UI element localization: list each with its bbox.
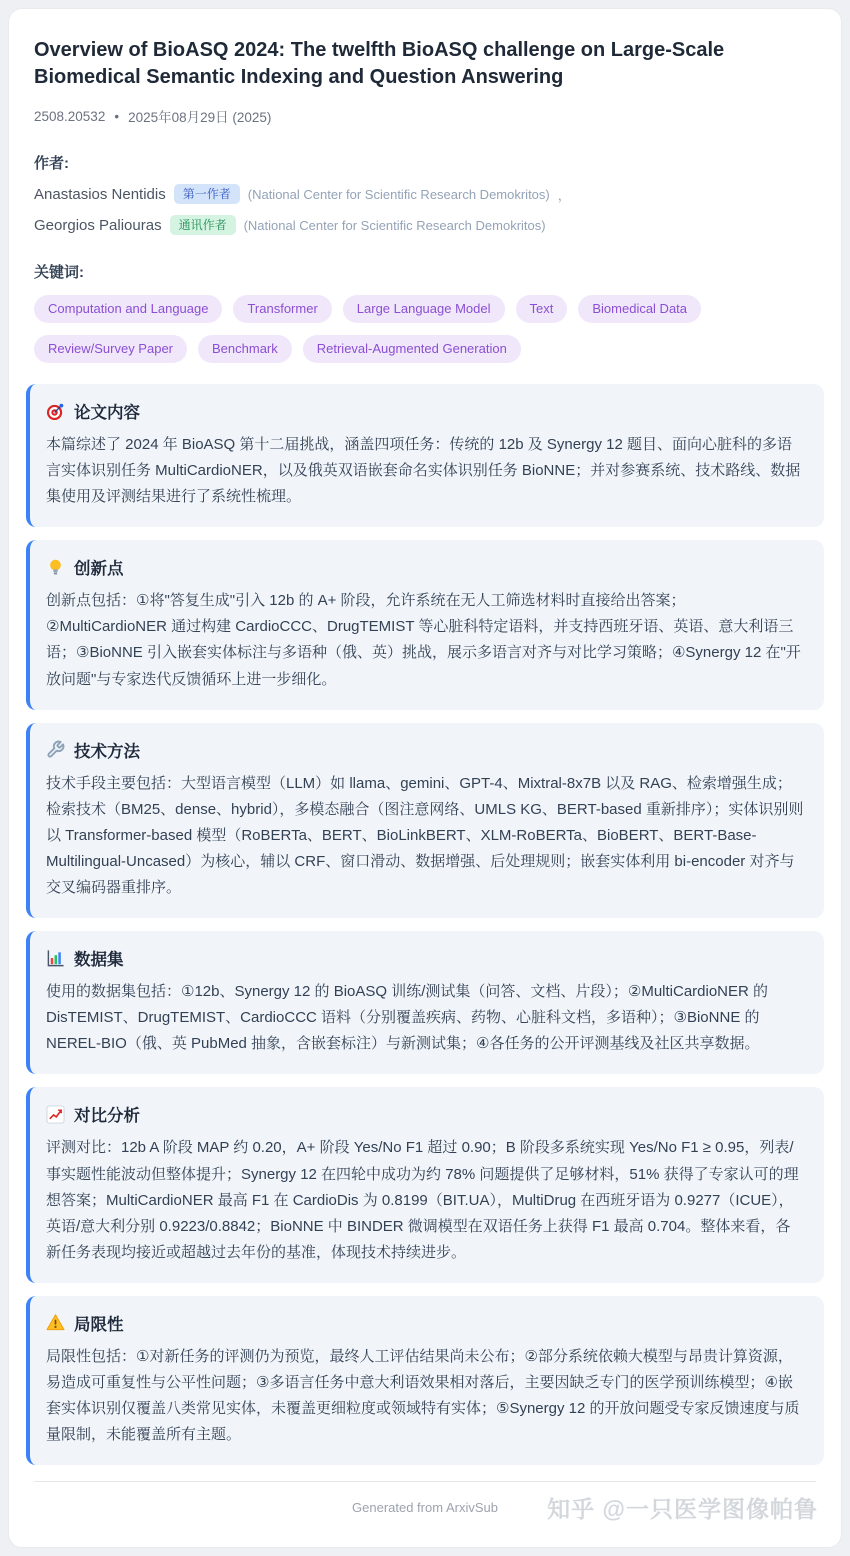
section-title: 对比分析 — [74, 1107, 140, 1126]
author-name: Anastasios Nentidis — [34, 185, 166, 203]
section-header — [46, 555, 804, 579]
publish-date: 2025年08月29日 (2025) — [128, 110, 272, 125]
keyword-tag: Text — [516, 295, 568, 323]
section-text: 本篇综述了 2024 年 BioASQ 第十二届挑战，涵盖四项任务：传统的 12b 及 Synergy 12 题目、面向心脏科的多语言实体识别任务 MultiCardioNER，以及俄英双语嵌套命名实体识别任务 BioNNE；并对参赛系统、技术路线、数据集使用及评测结果进行了系统性梳理。 — [46, 436, 801, 506]
section-innovations — [26, 540, 824, 709]
bar-chart-icon — [46, 949, 65, 968]
keyword-tag: Biomedical Data — [578, 295, 701, 323]
author-affiliation: (National Center for Scientific Research Demokritos) — [243, 217, 546, 233]
section-datasets — [26, 931, 824, 1074]
zhihu-watermark: 知乎 @一只医学图像帕鲁 — [547, 1496, 818, 1523]
section-title: 创新点 — [74, 560, 124, 579]
section-header — [46, 399, 804, 423]
author-row — [34, 215, 824, 235]
section-text: 技术手段主要包括：大型语言模型（LLM）如 llama、gemini、GPT-4、Mixtral-8x7B 以及 RAG、检索增强生成；检索技术（BM25、dense、hybrid），多模态融合（图注意网络、UMLS KG、BERT-based 重新排序）；实体识别则以 Transformer-based 模型（RoBERTa、BERT、BioLinkBERT、XLM-RoBERTa、BioBERT、BERT-Base-Multilingual-Uncased）为核心，辅以 CRF、窗口滑动、数据增强、后处理规则；嵌套实体利用 bi-encoder 对齐与交叉编码器重排序。 — [46, 774, 804, 897]
keyword-tag: Large Language Model — [343, 295, 505, 323]
section-header — [46, 1311, 804, 1335]
section-methods — [26, 723, 824, 918]
section-title: 数据集 — [74, 951, 124, 970]
paper-meta — [34, 106, 824, 126]
section-paper-content — [26, 384, 824, 527]
generated-from-label: Generated from ArxivSub — [352, 1500, 498, 1516]
corresponding-author-badge: 通讯作者 — [170, 215, 236, 235]
section-header — [46, 946, 804, 970]
authors-label: 作者: — [34, 155, 69, 172]
first-author-badge: 第一作者 — [174, 184, 240, 204]
keyword-tag: Transformer — [233, 295, 331, 323]
section-header — [46, 738, 804, 762]
paper-summary-card — [8, 8, 842, 1548]
section-comparison — [26, 1087, 824, 1282]
summary-sections — [26, 384, 824, 1465]
section-text: 局限性包括：①对新任务的评测仍为预览，最终人工评估结果尚未公布；②部分系统依赖大模型与昂贵计算资源，易造成可重复性与公平性问题；③多语言任务中意大利语效果相对落后，主要因缺乏专门的医学预训练模型；④嵌套实体识别仅覆盖八类常见实体，未覆盖更细粒度或领域特有实体；⑤Synergy 12 的开放问题受专家反馈速度与质量限制，未能覆盖所有主题。 — [46, 1347, 800, 1444]
keyword-tag: Benchmark — [198, 335, 292, 363]
author-affiliation: (National Center for Scientific Research Demokritos) — [247, 186, 550, 202]
section-title: 技术方法 — [74, 742, 140, 761]
keywords-list — [34, 295, 824, 363]
target-icon — [46, 402, 65, 421]
page-title: Overview of BioASQ 2024: The twelfth BioASQ challenge on Large-Scale Biomedical Semantic Indexing and Question Answering — [34, 39, 725, 88]
section-text: 创新点包括：①将"答复生成"引入 12b 的 A+ 阶段，允许系统在无人工筛选材料时直接给出答案；②MultiCardioNER 通过构建 CardioCCC、DrugTEMIST 等心脏科特定语料，并支持西班牙语、英语、意大利语三语；③BioNNE 引入嵌套实体标注与多语种（俄、英）挑战，展示多语言对齐与对比学习策略；④Synergy 12 在"开放问题"与专家迭代反馈循环上进一步细化。 — [46, 592, 801, 688]
author-name: Georgios Paliouras — [34, 216, 162, 234]
dot-separator: • — [114, 108, 120, 124]
author-separator: ， — [557, 187, 571, 203]
section-text: 评测对比：12b A 阶段 MAP 约 0.20，A+ 阶段 Yes/No F1 超过 0.90；B 阶段多系统实现 Yes/No F1 ≥ 0.95，列表/事实题性能波动但整体提升；Synergy 12 在四轮中成功为约 78% 问题提供了足够材料，51% 获得了专家认可的理想答案；MultiCardioNER 最高 F1 在 CardioDis 为 0.8199（BIT.UA），MultiDrug 在西班牙语为 0.9277（ICUE），英语/意大利分别 0.9223/0.8842；BioNNE 中 BINDER 微调模型在双语任务上获得 F1 最高 0.704。整体来看，各新任务表现均接近或超越过去年份的基准，体现技术持续进步。 — [46, 1139, 799, 1261]
keyword-tag: Computation and Language — [34, 295, 222, 323]
section-title: 论文内容 — [74, 404, 140, 422]
section-limitations — [26, 1296, 824, 1465]
chart-up-icon — [46, 1105, 65, 1124]
author-row — [34, 184, 824, 204]
section-header — [46, 1102, 804, 1126]
keyword-tag: Review/Survey Paper — [34, 335, 187, 363]
wrench-icon — [46, 740, 65, 759]
warning-icon — [46, 1313, 65, 1332]
keywords-label: 关键词: — [34, 264, 84, 281]
lightbulb-icon — [46, 558, 65, 577]
section-title: 局限性 — [74, 1315, 124, 1334]
arxiv-id: 2508.20532 — [34, 108, 106, 124]
card-footer — [34, 1481, 816, 1547]
section-text: 使用的数据集包括：①12b、Synergy 12 的 BioASQ 训练/测试集（问答、文档、片段）；②MultiCardioNER 的 DisTEMIST、DrugTEMIST、CardioCCC 语料（分别覆盖疾病、药物、心脏科文档，多语种）；③BioNNE 的 NEREL-BIO（俄、英 PubMed 抽象，含嵌套标注）与新测试集；④各任务的公开评测基线及社区共享数据。 — [46, 983, 769, 1053]
keyword-tag: Retrieval-Augmented Generation — [303, 335, 521, 363]
